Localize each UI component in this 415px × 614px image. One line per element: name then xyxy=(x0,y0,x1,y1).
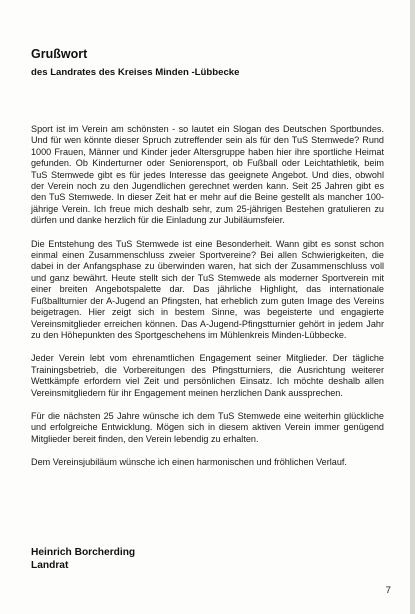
page-subtitle: des Landrates des Kreises Minden -Lübbecke xyxy=(31,67,240,78)
greeting-heading xyxy=(31,47,391,79)
page-edge-shadow xyxy=(410,0,415,614)
page-title: Grußwort xyxy=(31,47,88,61)
signature-name: Heinrich Borcherding xyxy=(31,547,136,558)
letter-body xyxy=(31,124,384,481)
paragraph-4: Für die nächsten 25 Jahre wünsche ich dem TuS Stemwede eine weiterhin glückliche und erfolgreiche Entwicklung. Mögen sich in diesem aktiven Verein immer genügend Mitglieder bereit finden, den Verein lebendig zu erhalten. xyxy=(31,410,384,444)
paragraph-3: Jeder Verein lebt vom ehrenamtlichen Engagement seiner Mitglieder. Der tägliche Trainingsbetrieb, die Vorbereitungen des Pfingstturniers, die Ausrichtung weiterer Wettkämpfe erfordern viel Zeit und persönlichen Einsatz. Ich möchte deshalb allen Vereinsmitgliedern für ihr Engagement meinen herzlichen Dank aussprechen. xyxy=(31,353,384,398)
paragraph-2: Die Entstehung des TuS Stemwede ist eine Besonderheit. Wann gibt es sonst schon einmal einen Zusammenschluss zweier Sportvereine? Bei allen Schwierigkeiten, die dabei in der Anfangsphase zu überwinden waren, hat sich der Zusammenschluss voll und ganz bewährt. Heute stellt sich der TuS Stemwede als moderner Sportverein mit einer breiten Angebotspalette dar. Das jährliche Highlight, das internationale Fußballturnier der A-Jugend an Pfingsten, hat erheblich zum guten Image des Vereins beigetragen. Hier zeigt sich in bestem Sinne, was begeisterte und engagierte Vereinsmitglieder erreichen können. Das A-Jugend-Pfingstturnier gehört in jedem Jahr zu den Höhepunkten des Sportgeschehens im Mühlenkreis Minden-Lübbecke. xyxy=(31,238,384,340)
paragraph-5: Dem Vereinsjubiläum wünsche ich einen harmonischen und fröhlichen Verlauf. xyxy=(31,457,347,468)
paragraph-1: Sport ist im Verein am schönsten - so lautet ein Slogan des Deutschen Sportbundes. Und für wen könnte dieser Spruch zutreffender sein als für den TuS Stemwede? Rund 1000 Frauen, Männer und Kinder jeder Altersgruppe haben hier ihre sportliche Heimat gefunden. Ob Kinderturner oder Seniorensport, ob Fußball oder Leichtathletik, beim TuS Stemwede gibt es für jedes Interesse das geeignete Angebot. Und dies, obwohl der Verein noch zu den Jugendlichen gerechnet werden kann. Seit 25 Jahren gibt es den TuS Stemwede. In dieser Zeit hat er mehr auf die Beine gestellt als mancher 100-jährige Verein. Ich freue mich deshalb sehr, zum 25-jährigen Bestehen gratulieren zu dürfen und danke herzlich für die Einladung zur Jubiläumsfeier. xyxy=(31,124,384,226)
signature-role: Landrat xyxy=(31,560,69,571)
signature-block xyxy=(31,546,135,572)
page-number: 7 xyxy=(385,585,391,596)
